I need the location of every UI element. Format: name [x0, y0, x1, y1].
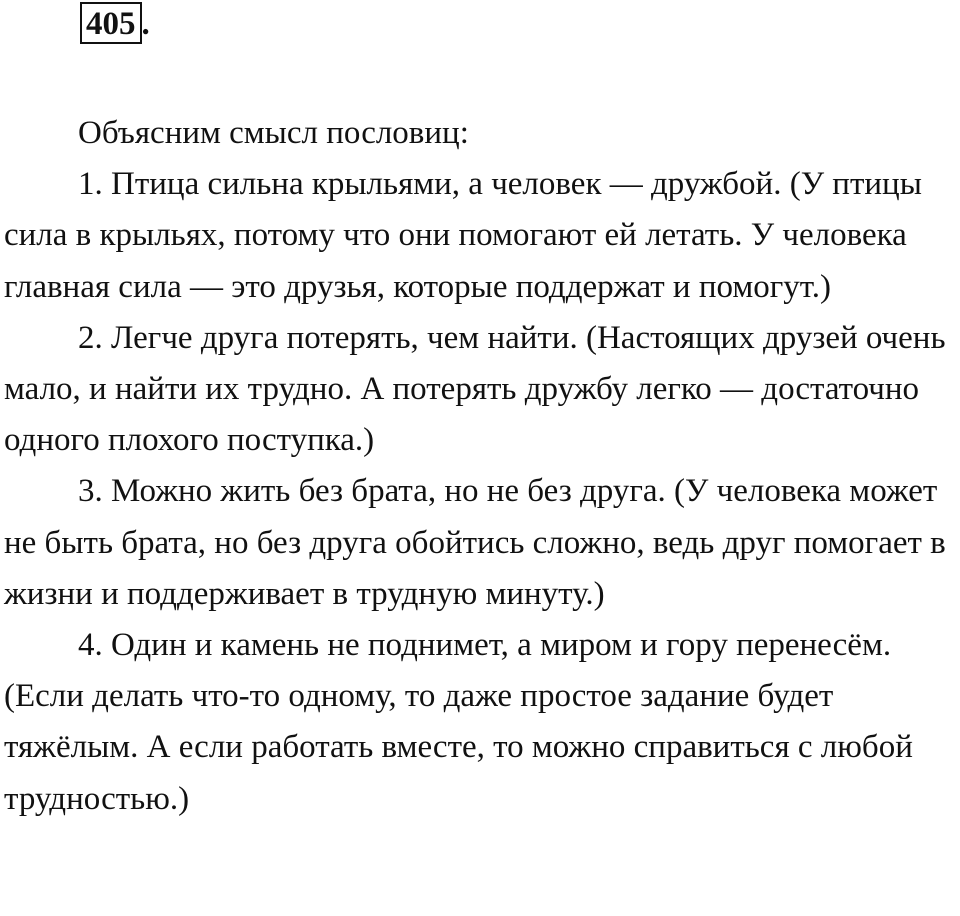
exercise-number-dot: .	[141, 6, 150, 42]
exercise-text	[4, 108, 956, 825]
exercise-number	[80, 4, 150, 44]
proverb-paragraph-4: 4. Один и камень не поднимет, а миром и гору перенесём. (Если делать что-то одному, то даже простое задание будет тяжёлым. А если работать вместе, то можно справиться с любой трудностью.)	[4, 627, 913, 817]
proverb-paragraph-2: 2. Легче друга потерять, чем найти. (Настоящих друзей очень мало, и найти их трудно. А потерять дружбу легко — достаточно одного плохого поступка.)	[4, 319, 946, 459]
proverb-paragraph-3: 3. Можно жить без брата, но не без друга. (У человека может не быть брата, но без друга обойтись сложно, ведь друг помогает в жизни и поддерживает в трудную минуту.)	[4, 473, 946, 612]
proverb-paragraph-1: 1. Птица сильна крыльями, а человек — дружбой. (У птицы сила в крыльях, потому что они помогают ей летать. У человека главная сила — это друзья, которые поддержат и помогут.)	[4, 166, 922, 305]
exercise-number-box: 405	[80, 2, 142, 44]
intro-paragraph: Объясним смысл пословиц:	[78, 115, 469, 151]
